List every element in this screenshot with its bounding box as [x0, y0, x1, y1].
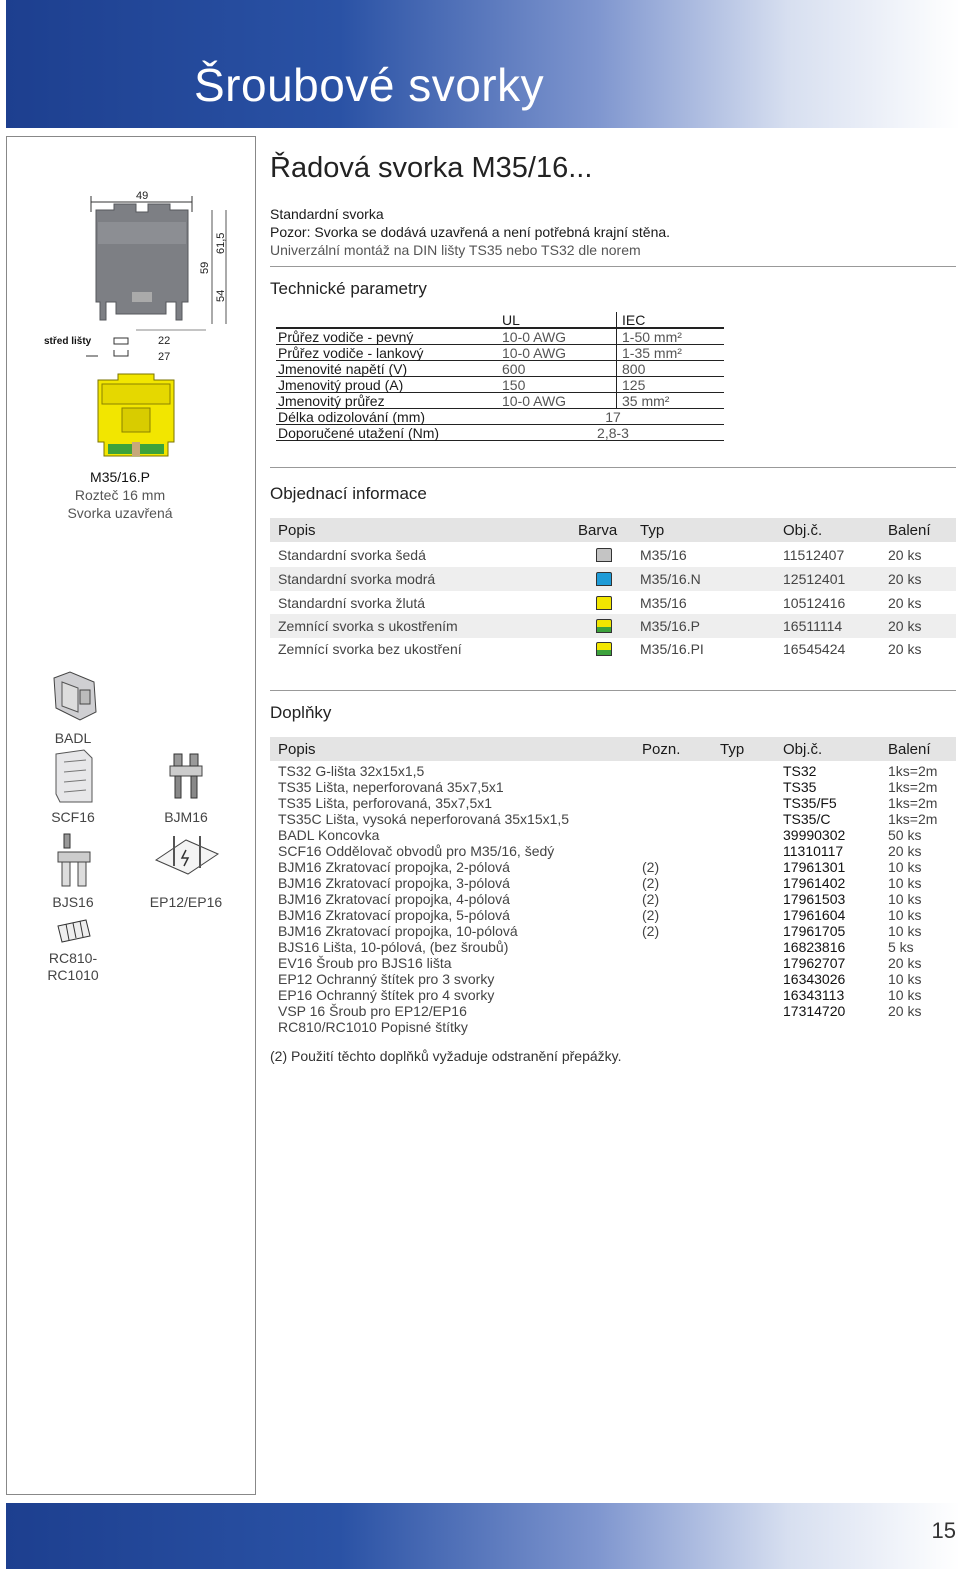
accessories-section-title: Doplňky — [270, 703, 332, 722]
acc-popis: BJM16 Zkratovací propojka, 4-pólová — [278, 891, 510, 907]
order-typ: M35/16.N — [640, 571, 701, 587]
acc-header-typ: Typ — [720, 741, 745, 758]
acc-obj: 17962707 — [783, 955, 846, 971]
tech-iec: 800 — [622, 361, 646, 377]
acc-obj: 17961604 — [783, 907, 846, 923]
order-baleni: 20 ks — [888, 571, 922, 587]
bjm16-image — [168, 752, 204, 800]
tech-label: Jmenovité napětí (V) — [278, 361, 408, 377]
accessory-row — [270, 763, 956, 779]
accessory-row — [270, 923, 956, 939]
tech-params-table — [276, 312, 724, 441]
tech-iec: 1-50 mm² — [622, 329, 682, 345]
color-swatch-icon — [596, 642, 612, 656]
order-typ: M35/16.PI — [640, 641, 704, 657]
acc-obj: 11310117 — [783, 843, 844, 859]
divider — [270, 266, 956, 267]
order-row — [270, 591, 956, 615]
accessory-row — [270, 827, 956, 843]
acc-header-pozn: Pozn. — [642, 741, 681, 758]
accessory-row — [270, 907, 956, 923]
tech-row — [276, 345, 724, 361]
acc-popis: TS35C Lišta, vysoká neperforovaná 35x15x1,5 — [278, 811, 570, 827]
acc-obj: 16343026 — [783, 971, 846, 987]
acc-popis: VSP 16 Šroub pro EP12/EP16 — [278, 1003, 467, 1019]
accessory-row — [270, 811, 956, 827]
acc-pozn: (2) — [642, 891, 660, 907]
acc-popis: EV16 Šroub pro BJS16 lišta — [278, 955, 452, 971]
scf16-caption: SCF16 — [51, 809, 95, 825]
tech-label: Průřez vodiče - lankový — [278, 345, 424, 361]
color-swatch-icon — [596, 572, 612, 586]
rc-caption-line-1: RC810- — [48, 950, 98, 966]
acc-popis: RC810/RC1010 Popisné štítky — [278, 1019, 468, 1035]
acc-obj: 17314720 — [783, 1003, 846, 1019]
acc-baleni: 20 ks — [888, 955, 922, 971]
tech-ul: 150 — [502, 377, 526, 393]
acc-pozn: (2) — [642, 907, 660, 923]
accessory-row — [270, 939, 956, 955]
order-row — [270, 543, 956, 567]
acc-baleni: 10 ks — [888, 987, 922, 1003]
order-popis: Zemnící svorka bez ukostření — [278, 641, 462, 657]
order-baleni: 20 ks — [888, 547, 922, 563]
order-popis: Standardní svorka modrá — [278, 571, 436, 587]
order-obj: 16511114 — [783, 618, 843, 634]
order-obj: 12512401 — [783, 571, 846, 587]
acc-baleni: 1ks=2m — [888, 763, 938, 779]
page-number: 15 — [931, 1518, 956, 1543]
acc-baleni: 1ks=2m — [888, 795, 938, 811]
badl-caption: BADL — [54, 730, 92, 746]
order-baleni: 20 ks — [888, 595, 922, 611]
dim-27: 27 — [158, 351, 171, 363]
tech-header-ul: UL — [502, 312, 520, 328]
bjs16-caption: BJS16 — [52, 894, 94, 910]
acc-popis: EP16 Ochranný štítek pro 4 svorky — [278, 987, 495, 1003]
acc-baleni: 10 ks — [888, 971, 922, 987]
acc-baleni: 10 ks — [888, 859, 922, 875]
order-row — [270, 637, 956, 661]
order-typ: M35/16 — [640, 595, 687, 611]
divider — [270, 690, 956, 691]
tech-row — [276, 393, 724, 409]
product-intro — [270, 205, 670, 259]
tech-row — [276, 377, 724, 393]
tech-ul: 10-0 AWG — [502, 329, 567, 345]
acc-obj: TS32 — [783, 763, 817, 779]
acc-baleni: 1ks=2m — [888, 811, 938, 827]
tech-section-title: Technické parametry — [270, 279, 427, 298]
tech-row — [276, 409, 724, 425]
accessory-row — [270, 779, 956, 795]
acc-baleni: 1ks=2m — [888, 779, 938, 795]
order-popis: Standardní svorka šedá — [278, 547, 426, 563]
order-section-title: Objednací informace — [270, 484, 427, 503]
rc-image — [56, 916, 92, 946]
order-header-popis: Popis — [278, 522, 316, 539]
acc-popis: TS35 Lišta, neperforovaná 35x7,5x1 — [278, 779, 504, 795]
acc-baleni: 20 ks — [888, 843, 922, 859]
accessory-row — [270, 891, 956, 907]
color-swatch-icon — [596, 596, 612, 610]
acc-popis: BADL Koncovka — [278, 827, 380, 843]
acc-baleni: 50 ks — [888, 827, 922, 843]
acc-popis: TS32 G-lišta 32x15x1,5 — [278, 763, 425, 779]
scf16-image — [52, 748, 96, 804]
accessory-row — [270, 955, 956, 971]
order-header-typ: Typ — [640, 522, 665, 539]
order-row — [270, 614, 956, 638]
caption-closed: Svorka uzavřená — [67, 505, 173, 521]
tech-ul: 10-0 AWG — [502, 393, 567, 409]
acc-baleni: 10 ks — [888, 907, 922, 923]
tech-merged: 2,8-3 — [597, 425, 629, 441]
divider — [270, 467, 956, 468]
dim-59: 59 — [199, 261, 211, 274]
ep-image — [152, 832, 222, 880]
acc-popis: EP12 Ochranný štítek pro 3 svorky — [278, 971, 495, 987]
accessory-row — [270, 843, 956, 859]
acc-pozn: (2) — [642, 859, 660, 875]
acc-popis: BJM16 Zkratovací propojka, 10-pólová — [278, 923, 518, 939]
acc-header-obj: Obj.č. — [783, 741, 823, 758]
acc-pozn: (2) — [642, 875, 660, 891]
order-row — [270, 567, 956, 591]
accessories-table-header — [270, 737, 956, 761]
footnote: (2) Použití těchto doplňků vyžaduje odstranění přepážky. — [270, 1048, 622, 1064]
rail-center-label: střed lišty — [44, 336, 92, 347]
caption-pitch: Rozteč 16 mm — [74, 487, 166, 503]
order-obj: 11512407 — [783, 547, 845, 563]
footer-banner — [6, 1503, 960, 1569]
order-table-header — [270, 518, 956, 542]
acc-popis: BJS16 Lišta, 10-pólová, (bez šroubů) — [278, 939, 509, 955]
acc-obj: TS35/C — [783, 811, 831, 827]
tech-label: Průřez vodiče - pevný — [278, 329, 414, 345]
acc-obj: 16343113 — [783, 987, 845, 1003]
tech-header-iec: IEC — [622, 312, 646, 328]
tech-label: Doporučené utažení (Nm) — [278, 425, 440, 441]
acc-popis: BJM16 Zkratovací propojka, 2-pólová — [278, 859, 510, 875]
order-popis: Standardní svorka žlutá — [278, 595, 426, 611]
acc-baleni: 20 ks — [888, 1003, 922, 1019]
tech-row — [276, 361, 724, 377]
terminal-technical-drawing — [36, 182, 242, 368]
ep-caption: EP12/EP16 — [149, 894, 223, 910]
acc-baleni: 10 ks — [888, 923, 922, 939]
order-typ: M35/16.P — [640, 618, 700, 634]
intro-line-1: Standardní svorka — [270, 206, 384, 222]
yellow-terminal-image — [88, 372, 184, 458]
accessory-row — [270, 1019, 956, 1035]
tech-label: Jmenovitý proud (A) — [278, 377, 404, 393]
product-caption — [20, 468, 220, 522]
order-obj: 10512416 — [783, 595, 846, 611]
accessory-row — [270, 875, 956, 891]
tech-label: Délka odizolování (mm) — [278, 409, 426, 425]
acc-baleni: 10 ks — [888, 891, 922, 907]
product-title: Řadová svorka M35/16... — [270, 152, 593, 184]
acc-baleni: 10 ks — [888, 875, 922, 891]
accessory-row — [270, 987, 956, 1003]
page-title: Šroubové svorky — [194, 59, 545, 111]
order-header-obj: Obj.č. — [783, 522, 823, 539]
badl-image — [48, 668, 100, 724]
accessory-row — [270, 795, 956, 811]
tech-merged: 17 — [605, 409, 621, 425]
tech-label: Jmenovitý průřez — [278, 393, 385, 409]
acc-pozn: (2) — [642, 923, 660, 939]
order-baleni: 20 ks — [888, 641, 922, 657]
accessory-row — [270, 859, 956, 875]
color-swatch-icon — [596, 619, 612, 633]
acc-popis: BJM16 Zkratovací propojka, 5-pólová — [278, 907, 510, 923]
dim-22: 22 — [158, 335, 171, 347]
rc-caption-line-2: RC1010 — [47, 967, 99, 983]
tech-ul: 600 — [502, 361, 526, 377]
accessory-row — [270, 971, 956, 987]
intro-line-2: Pozor: Svorka se dodává uzavřená a není potřebná krajní stěna. — [270, 224, 671, 240]
acc-header-baleni: Balení — [888, 741, 931, 758]
acc-popis: SCF16 Oddělovač obvodů pro M35/16, šedý — [278, 843, 555, 859]
tech-ul: 10-0 AWG — [502, 345, 567, 361]
caption-type: M35/16.P — [90, 469, 150, 485]
rc-caption — [40, 950, 106, 984]
acc-popis: BJM16 Zkratovací propojka, 3-pólová — [278, 875, 510, 891]
tech-header-row — [276, 312, 724, 329]
acc-baleni: 5 ks — [888, 939, 914, 955]
tech-iec: 125 — [622, 377, 646, 393]
acc-obj: 17961402 — [783, 875, 846, 891]
acc-obj: 39990302 — [783, 827, 846, 843]
intro-line-3: Univerzální montáž na DIN lišty TS35 nebo TS32 dle norem — [270, 242, 641, 258]
bjs16-image — [56, 832, 92, 890]
acc-popis: TS35 Lišta, perforovaná, 35x7,5x1 — [278, 795, 493, 811]
dim-49: 49 — [136, 190, 149, 202]
tech-iec: 35 mm² — [622, 393, 670, 409]
acc-obj: 17961705 — [783, 923, 846, 939]
order-obj: 16545424 — [783, 641, 846, 657]
acc-obj: TS35 — [783, 779, 817, 795]
accessory-row — [270, 1003, 956, 1019]
order-header-barva: Barva — [578, 522, 618, 539]
tech-row — [276, 329, 724, 345]
dim-61-5: 61,5 — [215, 232, 227, 254]
acc-obj: 17961301 — [783, 859, 846, 875]
tech-row — [276, 425, 724, 441]
acc-obj: TS35/F5 — [783, 795, 837, 811]
acc-header-popis: Popis — [278, 741, 316, 758]
color-swatch-icon — [596, 548, 612, 562]
acc-obj: 17961503 — [783, 891, 846, 907]
order-header-baleni: Balení — [888, 522, 931, 539]
dim-54: 54 — [215, 289, 227, 302]
acc-obj: 16823816 — [783, 939, 846, 955]
bjm16-caption: BJM16 — [164, 809, 208, 825]
order-popis: Zemnící svorka s ukostřením — [278, 618, 458, 634]
order-baleni: 20 ks — [888, 618, 922, 634]
tech-iec: 1-35 mm² — [622, 345, 682, 361]
order-typ: M35/16 — [640, 547, 687, 563]
header-banner — [6, 0, 960, 128]
